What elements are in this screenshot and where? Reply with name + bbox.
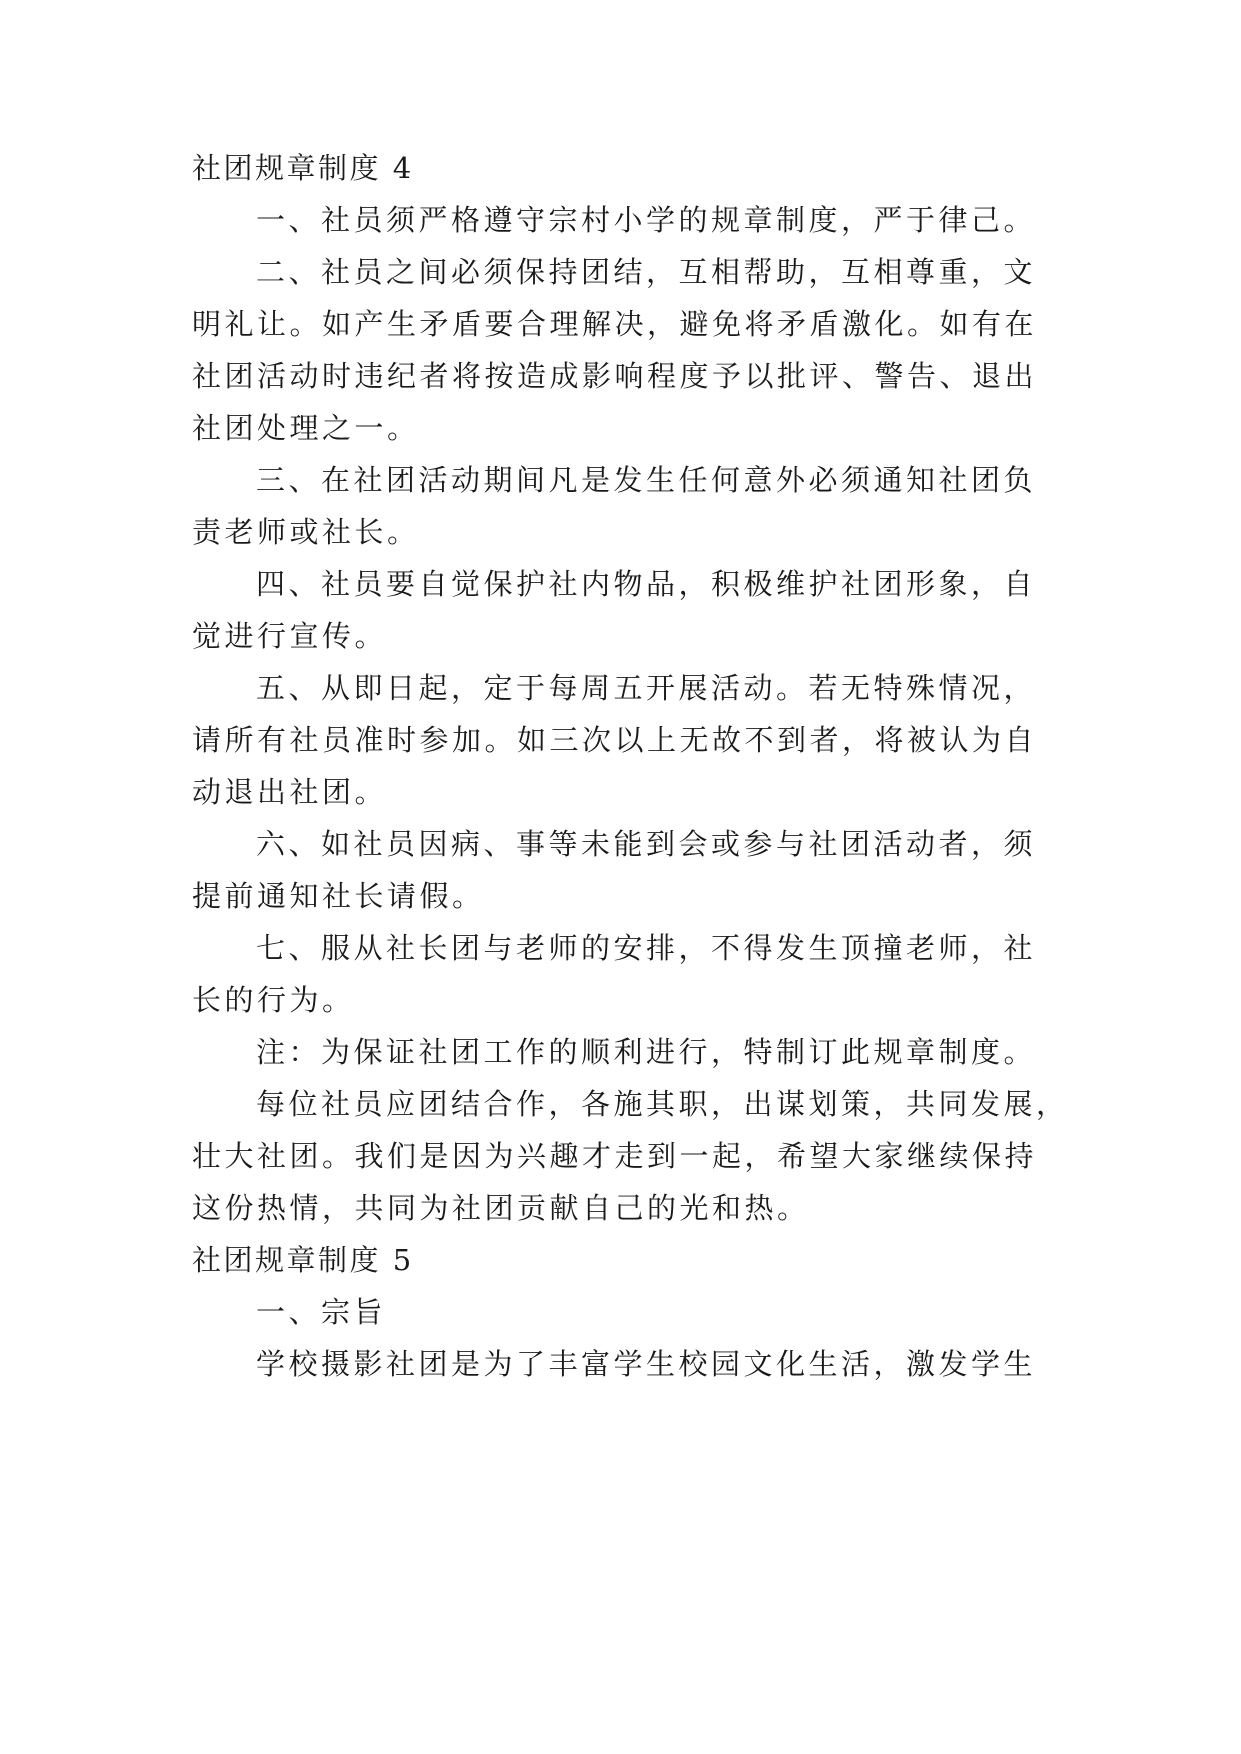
paragraph-line: 社团活动时违纪者将按造成影响程度予以批评、警告、退出 xyxy=(192,359,1038,393)
section-heading: 社团规章制度 5 xyxy=(192,1243,414,1277)
paragraph-line: 明礼让。如产生矛盾要合理解决，避免将矛盾激化。如有在 xyxy=(192,307,1038,341)
paragraph-line: 请所有社员准时参加。如三次以上无故不到者，将被认为自 xyxy=(192,723,1038,757)
paragraph-line: 二、社员之间必须保持团结，互相帮助，互相尊重，文 xyxy=(256,255,1037,289)
paragraph-line: 一、社员须严格遵守宗村小学的规章制度，严于律己。 xyxy=(256,203,1037,237)
paragraph-line: 三、在社团活动期间凡是发生任何意外必须通知社团负 xyxy=(256,463,1037,497)
paragraph-line: 长的行为。 xyxy=(192,983,355,1017)
paragraph-line: 五、从即日起，定于每周五开展活动。若无特殊情况， xyxy=(256,671,1037,705)
paragraph-line: 壮大社团。我们是因为兴趣才走到一起，希望大家继续保持 xyxy=(192,1139,1038,1173)
paragraph-line: 每位社员应团结合作，各施其职，出谋划策，共同发展， xyxy=(256,1087,1069,1121)
paragraph-line: 一、宗旨 xyxy=(256,1295,387,1329)
paragraph-line: 学校摄影社团是为了丰富学生校园文化生活，激发学生 xyxy=(256,1347,1037,1381)
paragraph-line: 六、如社员因病、事等未能到会或参与社团活动者，须 xyxy=(256,827,1037,861)
paragraph-line: 四、社员要自觉保护社内物品，积极维护社团形象，自 xyxy=(256,567,1037,601)
paragraph-line: 动退出社团。 xyxy=(192,775,388,809)
paragraph-line: 这份热情，共同为社团贡献自己的光和热。 xyxy=(192,1191,810,1225)
paragraph-line: 社团处理之一。 xyxy=(192,411,420,445)
paragraph-line: 七、服从社长团与老师的安排，不得发生顶撞老师，社 xyxy=(256,931,1037,965)
paragraph-line: 提前通知社长请假。 xyxy=(192,879,485,913)
paragraph-line: 注：为保证社团工作的顺利进行，特制订此规章制度。 xyxy=(256,1035,1037,1069)
paragraph-line: 觉进行宣传。 xyxy=(192,619,388,653)
paragraph-line: 责老师或社长。 xyxy=(192,515,420,549)
section-heading: 社团规章制度 4 xyxy=(192,151,414,185)
